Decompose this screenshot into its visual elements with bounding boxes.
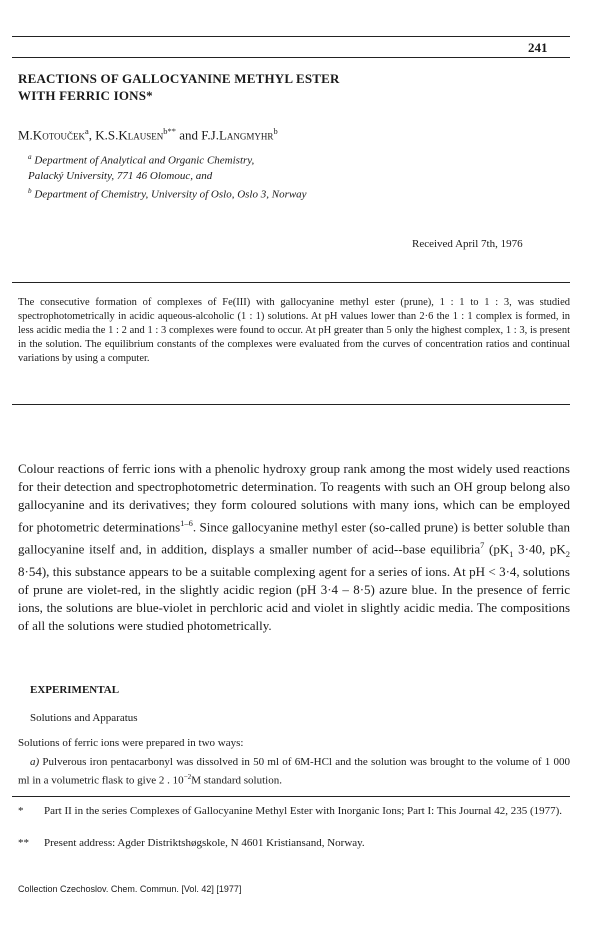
intro-text-1: Colour reactions of ferric ions with a phenolic hydroxy group rank among the most widely used reactions for their detection and spectrophotometric determination. To reagents with such an OH group belong also gallocyanine and its derivatives; they form coloured solutions with many ions, which can be employed for photometric determinations	[18, 461, 570, 535]
author-3-mark: b	[273, 126, 278, 136]
abstract-rule-bottom	[12, 404, 570, 405]
footnote-rule	[12, 796, 570, 797]
intro-text-4: 3·40, pK	[513, 541, 566, 557]
solution-item-a	[18, 755, 570, 789]
footnote-2	[18, 836, 570, 851]
title-line-1: REACTIONS OF GALLOCYANINE METHYL ESTER	[18, 71, 340, 86]
section-heading-experimental: EXPERIMENTAL	[30, 684, 120, 696]
author-1: M.Kotouček	[18, 127, 86, 143]
affiliation-b	[28, 184, 548, 203]
footnote-1-text: Part II in the series Complexes of Gallocyanine Methyl Ester with Inorganic Ions; Part I: This Journal 42, 235 (1977).	[44, 805, 563, 817]
abstract: The consecutive formation of complexes of Fe(III) with gallocyanine methyl ester (prune), 1 : 1 to 1 : 3, was studied spectrophotometrically in acidic aqueous-alcoholic (1 : 1) solutions. At pH values lower than 2·6 the 1 : 1 complex is formed, in less acidic media the 1 : 2 and 1 : 3 complexes were found to occur. At pH greater than 5 only the highest complex, 1 : 3, is present in the solution. The equilibrium constants of the complexes were evaluated from the curves of concentration ratios and continual variations by using a computer.	[18, 297, 570, 364]
affiliation-b-line: Department of Chemistry, University of Oslo, Oslo 3, Norway	[31, 188, 307, 201]
item-a-text-1: Pulverous iron pentacarbonyl was dissolved in 50 ml of 6M-HCl and the solution was brought to the volume of 1 000 ml in a volumetric flask to give 2 . 10	[18, 756, 570, 787]
affiliation-a-line-1: Department of Analytical and Organic Chemistry,	[31, 154, 255, 167]
intro-text-2: . Since gallocyanine methyl ester (so-called prune) is better soluble than gallocyanine itself and, in addition, displays a smaller number of acid--base equilibria	[18, 519, 570, 557]
author-2-mark: b**	[163, 126, 176, 136]
introduction-paragraph	[18, 460, 570, 635]
header-rule	[12, 36, 570, 37]
solutions-intro: Solutions of ferric ions were prepared in two ways:	[18, 737, 244, 749]
author-3: F.J.Langmyhr	[201, 127, 274, 143]
footnote-2-text: Present address: Agder Distriktshøgskole, N 4601 Kristiansand, Norway.	[44, 837, 365, 849]
footnote-2-mark: **	[18, 837, 29, 849]
author-sep-1: ,	[88, 127, 96, 143]
received-date: Received April 7th, 1976	[412, 238, 523, 250]
affiliation-a-mark: a	[28, 153, 32, 161]
affiliation-b-mark: b	[28, 186, 32, 195]
author-1-mark: a	[85, 126, 89, 136]
affiliation-a	[28, 150, 548, 169]
author-2: K.S.Klausen	[95, 127, 164, 143]
item-a-text-2: M standard solution.	[191, 774, 282, 787]
title-line-2: WITH FERRIC IONS*	[18, 88, 153, 103]
citation-1-6: 1–6	[180, 518, 193, 528]
item-a-label: a)	[30, 756, 40, 768]
pk-subscript-2: 2	[565, 549, 571, 560]
affiliation-a-line-2: Palacký University, 771 46 Olomouc, and	[28, 169, 213, 182]
subsection-heading: Solutions and Apparatus	[30, 712, 138, 724]
footnote-1-mark: *	[18, 805, 24, 817]
header-rule-bottom	[12, 57, 570, 58]
intro-text-5: 8·54), this substance appears to be a suitable complexing agent for a series of ions. At pH < 3·4, solutions of prune are violet-red, in the slightly acidic region (pH 3·4 – 8·5) azure blue. In the presence of ferric ions, the solutions are blue-violet in perchloric acid and violet in slightly acidic media. The compositions of all the solutions were studied photometrically.	[18, 564, 570, 634]
page-number: 241	[528, 40, 548, 55]
intro-text-3: (pK	[484, 541, 510, 557]
journal-footer: Collection Czechoslov. Chem. Commun. [Vol. 42] [1977]	[18, 884, 242, 894]
abstract-rule-top	[12, 282, 570, 283]
pk-subscript-1: 1	[509, 549, 514, 560]
author-list	[18, 126, 278, 143]
author-sep-2: and	[175, 127, 202, 143]
citation-7: 7	[480, 540, 485, 551]
article-title	[18, 70, 538, 104]
footnote-1	[18, 804, 570, 819]
item-a-exponent: −2	[183, 773, 192, 781]
affiliations	[28, 150, 548, 202]
